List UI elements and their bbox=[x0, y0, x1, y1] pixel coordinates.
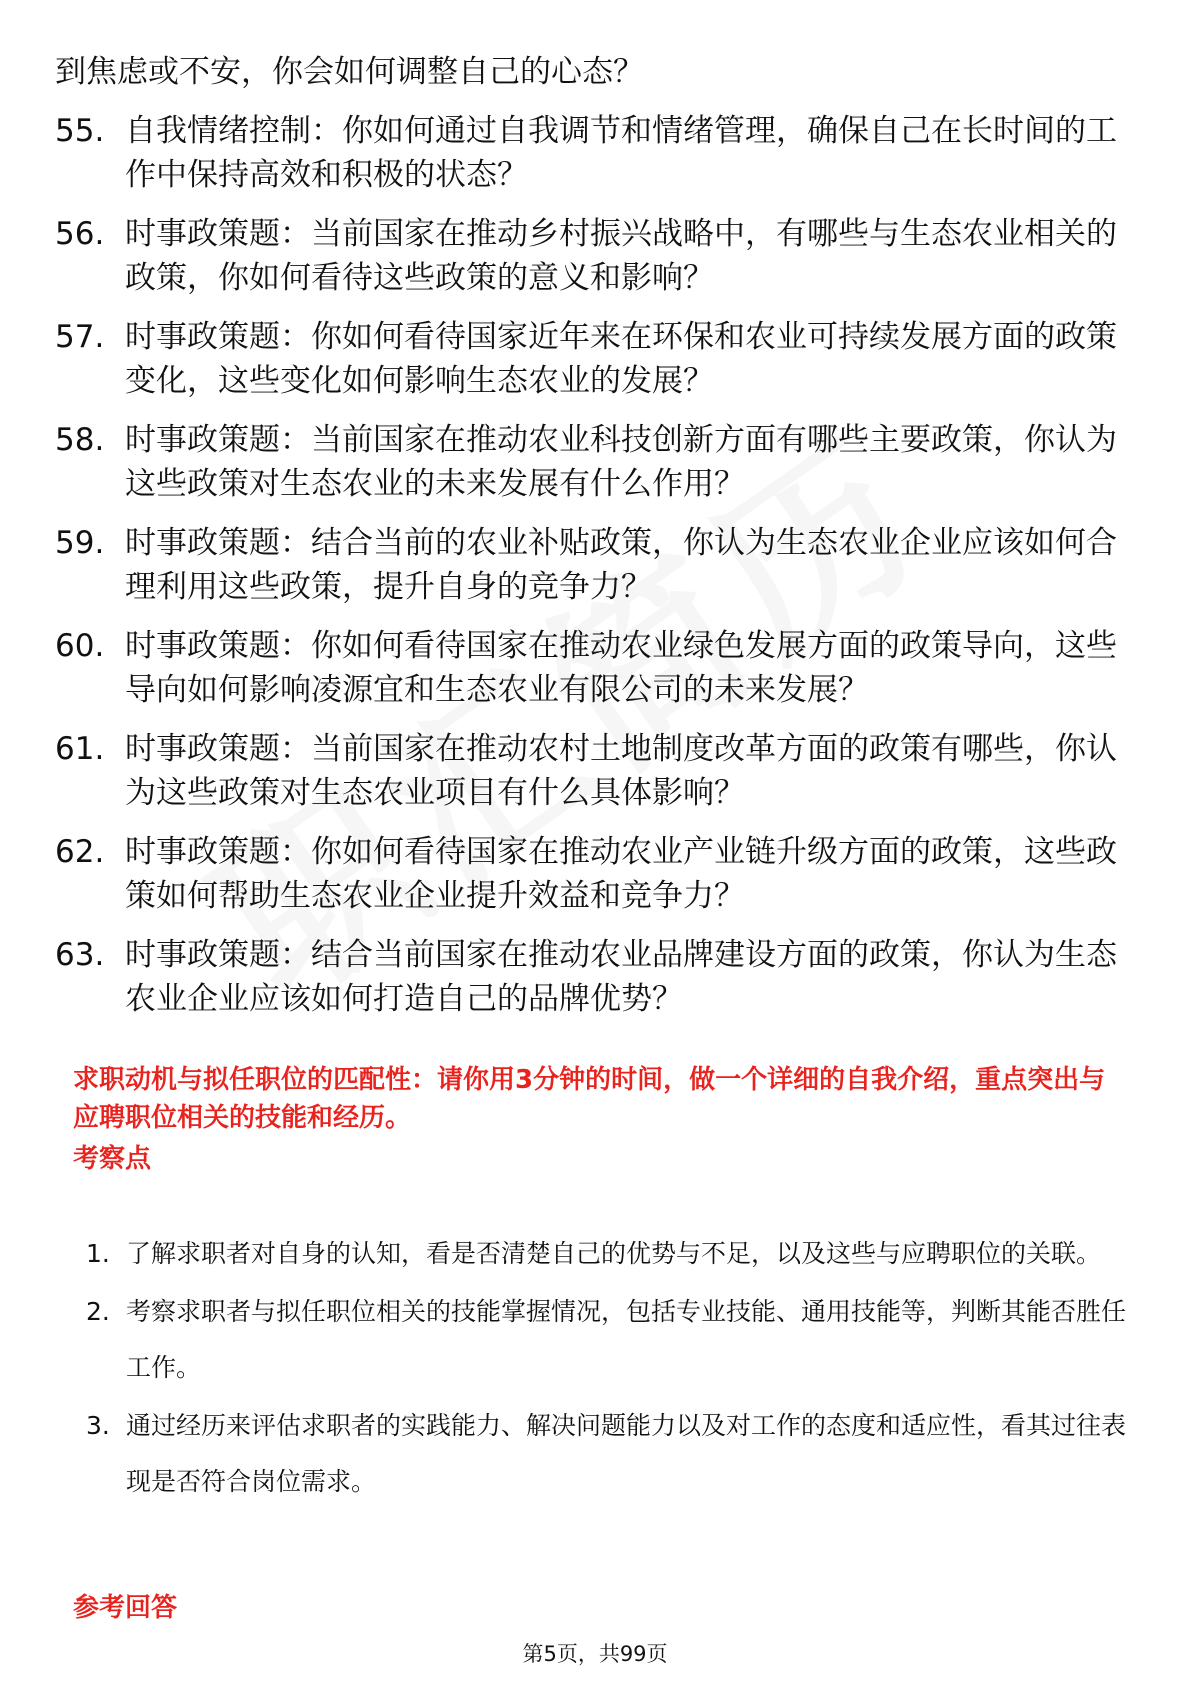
question-text: 时事政策题：当前国家在推动乡村振兴战略中，有哪些与生态农业相关的政策，你如何看待这些政策的意义和影响？ bbox=[125, 216, 1117, 296]
point-text: 了解求职者对自身的认知，看是否清楚自己的优势与不足，以及这些与应聘职位的关联。 bbox=[126, 1239, 1102, 1268]
list-item bbox=[86, 1284, 1126, 1396]
list-item bbox=[55, 521, 1125, 609]
question-text: 时事政策题：你如何看待国家近年来在环保和农业可持续发展方面的政策变化，这些变化如何影响生态农业的发展？ bbox=[125, 319, 1117, 399]
assessment-title: 考察点 bbox=[73, 1144, 152, 1174]
list-item bbox=[55, 830, 1125, 918]
page-footer: 第5页，共99页 bbox=[522, 1642, 668, 1666]
question-text: 时事政策题：结合当前的农业补贴政策，你认为生态农业企业应该如何合理利用这些政策，提升自身的竞争力？ bbox=[125, 525, 1117, 605]
question-list bbox=[55, 50, 1125, 1036]
point-number: 3. bbox=[86, 1411, 110, 1440]
list-item bbox=[55, 315, 1125, 403]
question-number: 57. bbox=[55, 319, 105, 355]
list-item bbox=[55, 933, 1125, 1021]
list-item bbox=[55, 212, 1125, 300]
point-text: 通过经历来评估求职者的实践能力、解决问题能力以及对工作的态度和适应性，看其过往表现是否符合岗位需求。 bbox=[126, 1411, 1127, 1496]
point-text: 考察求职者与拟任职位相关的技能掌握情况，包括专业技能、通用技能等，判断其能否胜任工作。 bbox=[126, 1297, 1127, 1382]
question-number: 55. bbox=[55, 113, 105, 149]
question-number: 63. bbox=[55, 937, 105, 973]
list-item bbox=[86, 1398, 1126, 1510]
point-number: 1. bbox=[86, 1239, 110, 1268]
question-text: 时事政策题：当前国家在推动农业科技创新方面有哪些主要政策，你认为这些政策对生态农业的未来发展有什么作用？ bbox=[125, 422, 1117, 502]
question-number: 58. bbox=[55, 422, 105, 458]
question-number: 61. bbox=[55, 731, 105, 767]
question-number: 59. bbox=[55, 525, 105, 561]
question-text: 时事政策题：当前国家在推动农村土地制度改革方面的政策有哪些，你认为这些政策对生态农业项目有什么具体影响？ bbox=[125, 731, 1117, 811]
question-number: 62. bbox=[55, 834, 105, 870]
list-item bbox=[86, 1226, 1126, 1282]
question-text: 到焦虑或不安，你会如何调整自己的心态？ bbox=[55, 54, 644, 90]
list-item bbox=[55, 727, 1125, 815]
reference-answer-title: 参考回答 bbox=[73, 1593, 178, 1623]
list-item bbox=[55, 624, 1125, 712]
question-heading: 求职动机与拟任职位的匹配性：请你用3分钟的时间，做一个详细的自我介绍，重点突出与应聘职位相关的技能和经历。 bbox=[73, 1065, 1106, 1133]
question-text: 自我情绪控制：你如何通过自我调节和情绪管理，确保自己在长时间的工作中保持高效和积极的状态？ bbox=[125, 113, 1117, 193]
question-text: 时事政策题：你如何看待国家在推动农业产业链升级方面的政策，这些政策如何帮助生态农业企业提升效益和竞争力？ bbox=[125, 834, 1117, 914]
question-text: 时事政策题：你如何看待国家在推动农业绿色发展方面的政策导向，这些导向如何影响凌源宜和生态农业有限公司的未来发展？ bbox=[125, 628, 1117, 708]
question-number: 60. bbox=[55, 628, 105, 664]
question-number: 56. bbox=[55, 216, 105, 252]
list-item bbox=[55, 418, 1125, 506]
list-item bbox=[55, 50, 1125, 94]
point-number: 2. bbox=[86, 1297, 110, 1326]
question-text: 时事政策题：结合当前国家在推动农业品牌建设方面的政策，你认为生态农业企业应该如何打造自己的品牌优势？ bbox=[125, 937, 1117, 1017]
list-item bbox=[55, 109, 1125, 197]
assessment-points bbox=[86, 1226, 1126, 1512]
